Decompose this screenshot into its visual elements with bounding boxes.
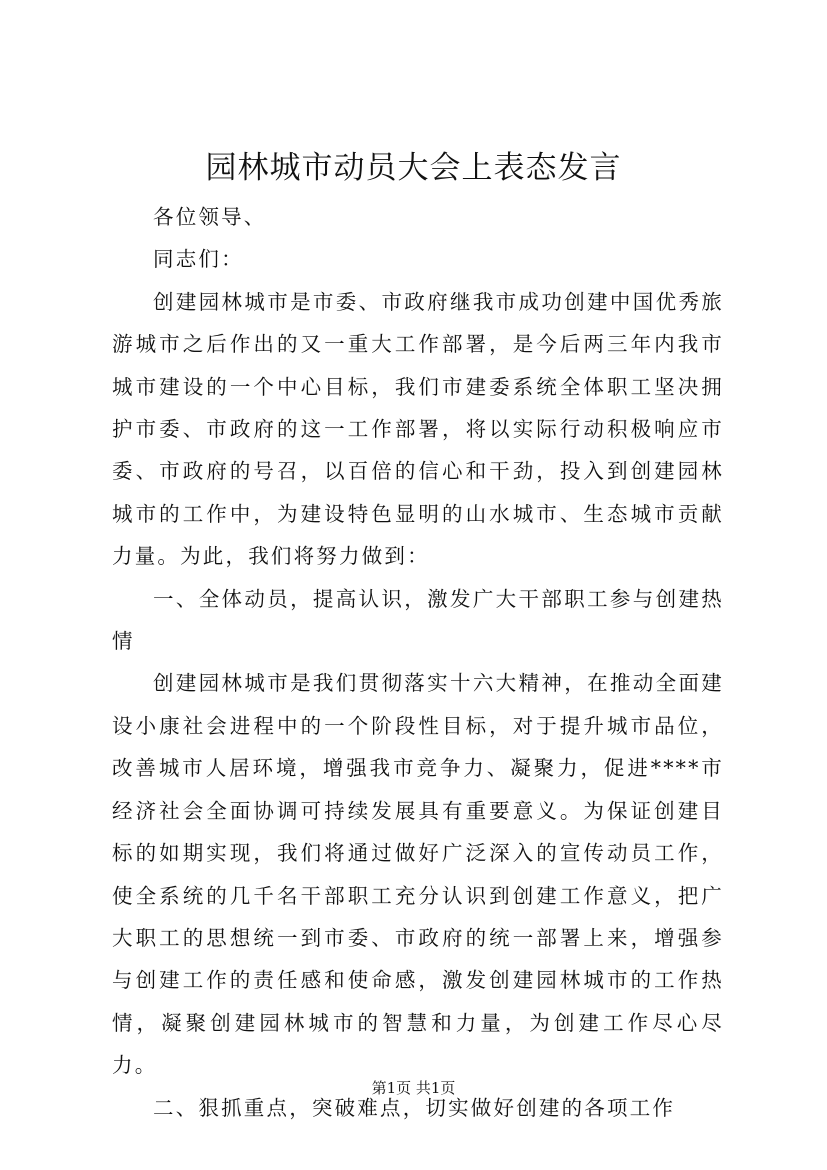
intro-paragraph: 创建园林城市是市委、市政府继我市成功创建中国优秀旅游城市之后作出的又一重大工作部署，是今后两三年内我市城市建设的一个中心目标，我们市建委系统全体职工坚决拥护市委、市政府的这一工作部署，将以实际行动积极响应市委、市政府的号召，以百倍的信心和干劲，投入到创建园林城市的工作中，为建设特色显明的山水城市、生态城市贡献力量。为此，我们将努力做到： — [112, 289, 724, 569]
document-title: 园林城市动员大会上表态发言 — [205, 150, 622, 186]
salutation-comrades: 同志们： — [153, 247, 244, 272]
salutation-leaders: 各位领导、 — [153, 205, 267, 229]
document-body — [112, 196, 724, 1129]
page-footer: 第1页 共1页 — [371, 1079, 456, 1097]
section-heading-1: 一、全体动员，提高认识，激发广大干部职工参与创建热情 — [112, 586, 724, 654]
section-heading-2: 二、狠抓重点，突破难点，切实做好创建的各项工作 — [153, 1095, 676, 1120]
section-1-paragraph: 创建园林城市是我们贯彻落实十六大精神，在推动全面建设小康社会进程中的一个阶段性目标，对于提升城市品位，改善城市人居环境，增强我市竞争力、凝聚力，促进****市经济社会全面协调可持续发展具有重要意义。为保证创建目标的如期实现，我们将通过做好广泛深入的宣传动员工作，使全系统的几千名干部职工充分认识到创建工作意义，把广大职工的思想统一到市委、市政府的统一部署上来，增强参与创建工作的责任感和使命感，激发创建园林城市的工作热情，凝聚创建园林城市的智慧和力量，为创建工作尽心尽力。 — [112, 671, 724, 1078]
